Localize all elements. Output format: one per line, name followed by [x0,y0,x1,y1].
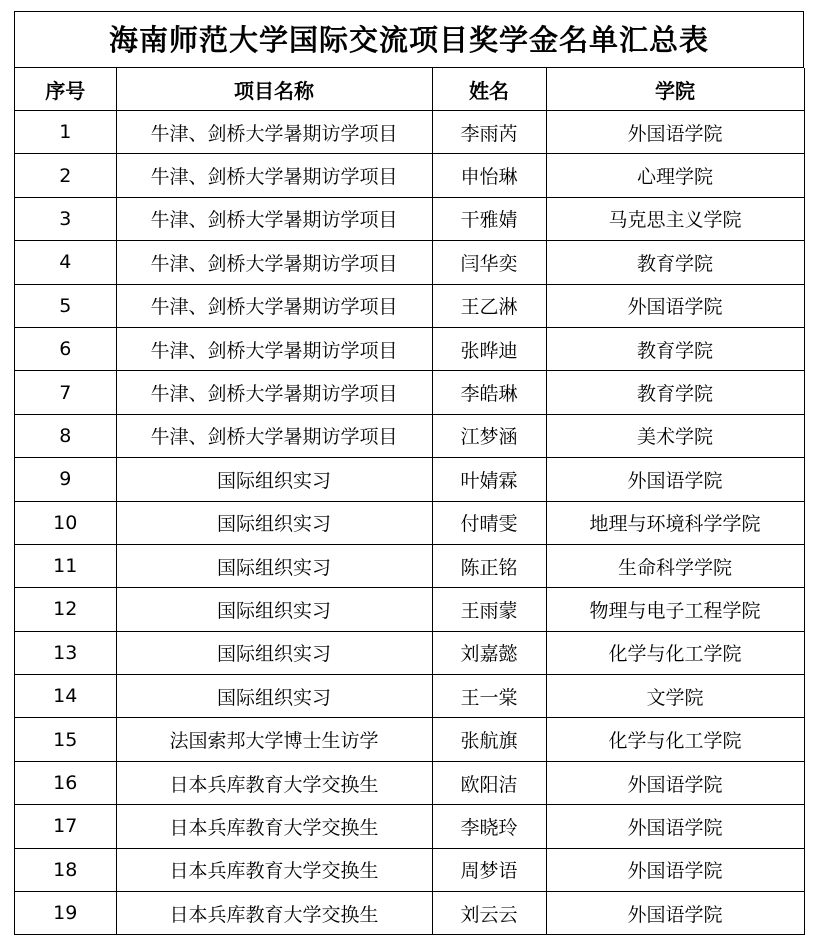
cell-index: 15 [15,718,116,761]
cell-project: 国际组织实习 [116,631,432,674]
table-row [15,892,804,935]
table-row [15,154,804,197]
cell-project: 国际组织实习 [116,501,432,544]
cell-name: 王乙淋 [432,284,546,327]
sheet-title: 海南师范大学国际交流项目奖学金名单汇总表 [15,12,804,68]
cell-index: 6 [15,327,116,370]
cell-project: 日本兵库教育大学交换生 [116,761,432,804]
cell-college: 外国语学院 [546,111,804,154]
table-row [15,458,804,501]
cell-project: 国际组织实习 [116,458,432,501]
cell-name: 欧阳洁 [432,761,546,804]
cell-college: 马克思主义学院 [546,197,804,240]
cell-project: 牛津、剑桥大学暑期访学项目 [116,327,432,370]
cell-project: 国际组织实习 [116,588,432,631]
table-row [15,371,804,414]
cell-index: 13 [15,631,116,674]
cell-index: 11 [15,544,116,587]
cell-project: 牛津、剑桥大学暑期访学项目 [116,241,432,284]
cell-college: 物理与电子工程学院 [546,588,804,631]
table-row [15,111,804,154]
table-row [15,197,804,240]
cell-college: 生命科学学院 [546,544,804,587]
header-project: 项目名称 [116,68,432,111]
cell-college: 外国语学院 [546,761,804,804]
header-name: 姓名 [432,68,546,111]
cell-index: 3 [15,197,116,240]
cell-project: 牛津、剑桥大学暑期访学项目 [116,284,432,327]
table-row [15,284,804,327]
table-row [15,805,804,848]
cell-name: 陈正铭 [432,544,546,587]
cell-name: 干雅婧 [432,197,546,240]
table-row [15,848,804,891]
cell-project: 国际组织实习 [116,544,432,587]
cell-college: 外国语学院 [546,284,804,327]
cell-college: 教育学院 [546,241,804,284]
cell-project: 牛津、剑桥大学暑期访学项目 [116,197,432,240]
cell-index: 16 [15,761,116,804]
cell-index: 14 [15,675,116,718]
table-row [15,675,804,718]
cell-index: 7 [15,371,116,414]
header-college: 学院 [546,68,804,111]
cell-index: 4 [15,241,116,284]
table-row [15,631,804,674]
cell-college: 外国语学院 [546,892,804,935]
cell-name: 刘云云 [432,892,546,935]
cell-index: 19 [15,892,116,935]
table-row [15,544,804,587]
cell-index: 18 [15,848,116,891]
cell-college: 美术学院 [546,414,804,457]
cell-name: 李晓玲 [432,805,546,848]
cell-name: 刘嘉懿 [432,631,546,674]
cell-college: 外国语学院 [546,805,804,848]
cell-name: 王一棠 [432,675,546,718]
cell-name: 付晴雯 [432,501,546,544]
table-row [15,588,804,631]
cell-college: 教育学院 [546,327,804,370]
cell-index: 8 [15,414,116,457]
table-row [15,718,804,761]
table-row [15,241,804,284]
cell-college: 化学与化工学院 [546,631,804,674]
cell-college: 外国语学院 [546,458,804,501]
cell-college: 教育学院 [546,371,804,414]
table-row [15,414,804,457]
cell-index: 5 [15,284,116,327]
cell-name: 闫华奕 [432,241,546,284]
header-row [15,68,804,111]
cell-name: 江梦涵 [432,414,546,457]
cell-index: 10 [15,501,116,544]
cell-name: 张晔迪 [432,327,546,370]
cell-name: 叶婧霖 [432,458,546,501]
cell-college: 文学院 [546,675,804,718]
cell-project: 日本兵库教育大学交换生 [116,848,432,891]
header-index: 序号 [15,68,116,111]
cell-name: 李皓琳 [432,371,546,414]
cell-project: 日本兵库教育大学交换生 [116,892,432,935]
cell-project: 法国索邦大学博士生访学 [116,718,432,761]
cell-project: 牛津、剑桥大学暑期访学项目 [116,111,432,154]
cell-project: 牛津、剑桥大学暑期访学项目 [116,154,432,197]
cell-project: 国际组织实习 [116,675,432,718]
cell-name: 周梦语 [432,848,546,891]
cell-college: 外国语学院 [546,848,804,891]
cell-name: 王雨蒙 [432,588,546,631]
table-body [15,111,804,935]
table-row [15,761,804,804]
cell-college: 地理与环境科学学院 [546,501,804,544]
cell-college: 化学与化工学院 [546,718,804,761]
cell-index: 17 [15,805,116,848]
cell-index: 2 [15,154,116,197]
cell-project: 日本兵库教育大学交换生 [116,805,432,848]
cell-index: 12 [15,588,116,631]
cell-index: 9 [15,458,116,501]
table-row [15,327,804,370]
scholarship-table [15,68,805,935]
cell-name: 李雨芮 [432,111,546,154]
scholarship-sheet [14,11,804,935]
cell-project: 牛津、剑桥大学暑期访学项目 [116,371,432,414]
cell-name: 申怡琳 [432,154,546,197]
cell-college: 心理学院 [546,154,804,197]
cell-name: 张航旗 [432,718,546,761]
table-row [15,501,804,544]
cell-index: 1 [15,111,116,154]
cell-project: 牛津、剑桥大学暑期访学项目 [116,414,432,457]
